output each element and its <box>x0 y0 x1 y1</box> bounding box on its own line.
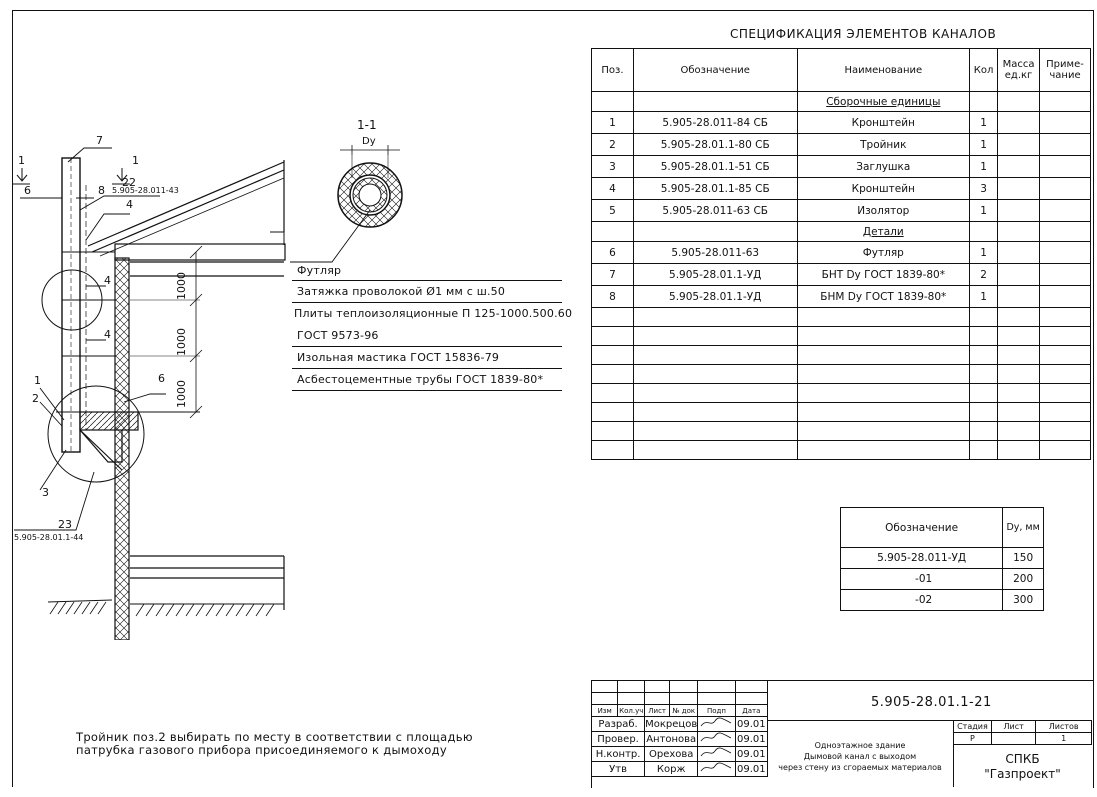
col-mass: Масса ед.кг <box>998 49 1040 92</box>
cell-name: Кронштейн <box>797 178 970 200</box>
org-name: СПКБ "Газпроект" <box>984 752 1061 781</box>
cell-name: БНТ Dу ГОСТ 1839-80* <box>797 264 970 286</box>
cell-pos: 1 <box>592 112 634 134</box>
cell-designation: 5.905-28.01.1-УД <box>633 264 797 286</box>
tb-date: 09.01 <box>737 718 766 730</box>
cut-label-right: 1 <box>132 154 139 167</box>
dim-1000-c: 1000 <box>175 380 188 408</box>
label-pos-4b: 4 <box>104 274 111 287</box>
tb-role: Утв <box>592 762 645 777</box>
cell-qty: 3 <box>970 178 998 200</box>
table-row <box>592 264 1091 286</box>
cell-pos: 4 <box>592 178 634 200</box>
dy-row-designation: -02 <box>841 590 1003 611</box>
cell-designation: 5.905-28.011-63 СБ <box>633 200 797 222</box>
cell-name: Заглушка <box>797 156 970 178</box>
tb-role: Разраб. <box>592 717 645 732</box>
label-pos-6b: 6 <box>158 372 165 385</box>
table-row <box>592 441 1091 460</box>
cell-designation: 5.905-28.01.1-51 СБ <box>633 156 797 178</box>
cell-pos: 6 <box>592 242 634 264</box>
dy-row-value: 150 <box>1003 548 1044 569</box>
dy-row-designation: 5.905-28.011-УД <box>841 548 1003 569</box>
tb-col-header: Кол.уч <box>619 706 644 715</box>
dy-col-dy: Dу, мм <box>1003 508 1044 548</box>
cell-qty: 1 <box>970 156 998 178</box>
tb-role-row <box>592 717 768 732</box>
cell-pos: 3 <box>592 156 634 178</box>
tb-col-header: № док <box>670 705 698 717</box>
table-row <box>592 327 1091 346</box>
legend-item-sleeve: Футляр <box>297 264 342 277</box>
spec-table <box>591 48 1091 460</box>
tb-signature <box>698 747 735 762</box>
cut-label-left: 1 <box>18 154 25 167</box>
cell-designation: 5.905-28.01.1-80 СБ <box>633 134 797 156</box>
dim-1000-a: 1000 <box>175 272 188 300</box>
drawing-note: Тройник поз.2 выбирать по месту в соответствии с площадью патрубка газового прибора присоединяемого к дымоходу <box>76 730 473 757</box>
cell-pos: 8 <box>592 286 634 308</box>
dy-label: Dу <box>362 136 376 147</box>
cell-qty: 1 <box>970 200 998 222</box>
cell-pos: 2 <box>592 134 634 156</box>
label-pos-2: 2 <box>32 392 39 405</box>
cell-name: БНМ Dу ГОСТ 1839-80* <box>797 286 970 308</box>
cell-name: Кронштейн <box>797 112 970 134</box>
group-details: Детали <box>797 222 970 242</box>
chimney-drawing <box>0 0 590 640</box>
title-block-grid <box>591 680 768 777</box>
ref-top: 5.905-28.011-43 <box>112 186 179 195</box>
tb-person: Антонова <box>646 733 697 745</box>
dim-1000-b: 1000 <box>175 328 188 356</box>
legend-item-gost: ГОСТ 9573-96 <box>297 329 379 342</box>
table-row <box>592 242 1091 264</box>
label-pos-22: 22 <box>122 176 136 189</box>
ref-bottom: 5.905-28.01.1-44 <box>14 533 84 542</box>
tb-person: Корж <box>645 762 698 777</box>
stage-value: Р <box>954 733 992 745</box>
table-row <box>592 92 1091 112</box>
tb-person: Орехова <box>645 747 698 762</box>
legend-item-plates: Плиты теплоизоляционные П 125-1000.500.60 <box>294 307 573 320</box>
dy-col-designation: Обозначение <box>841 508 1003 548</box>
col-designation: Обозначение <box>633 49 797 92</box>
group-assembly: Сборочные единицы <box>797 92 970 112</box>
stage-grid <box>953 720 1092 745</box>
sheets-value: 1 <box>1036 733 1092 745</box>
table-row <box>592 200 1091 222</box>
dy-row-value: 200 <box>1003 569 1044 590</box>
dy-table <box>840 507 1044 611</box>
cell-name: Футляр <box>797 242 970 264</box>
label-pos-7: 7 <box>96 134 103 147</box>
table-row <box>592 286 1091 308</box>
cell-designation: 5.905-28.011-84 СБ <box>633 112 797 134</box>
cell-name: Тройник <box>797 134 970 156</box>
title-description: Одноэтажное здание Дымовой канал с выходом через стену из сгораемых материалов <box>778 741 942 772</box>
label-pos-4a: 4 <box>126 198 133 211</box>
tb-col-header: Лист <box>645 705 670 717</box>
table-row <box>592 112 1091 134</box>
cell-qty: 1 <box>970 242 998 264</box>
spec-title: СПЕЦИФИКАЦИЯ ЭЛЕМЕНТОВ КАНАЛОВ <box>730 27 997 41</box>
tb-person: Мокрецов <box>645 718 698 730</box>
cell-designation: 5.905-28.01.1-УД <box>633 286 797 308</box>
label-pos-8: 8 <box>98 184 105 197</box>
doc-number: 5.905-28.01.1-21 <box>871 695 992 710</box>
legend-item-mastic: Изольная мастика ГОСТ 15836-79 <box>297 351 500 364</box>
table-row <box>592 384 1091 403</box>
tb-role-row <box>592 732 768 747</box>
label-pos-3: 3 <box>42 486 49 499</box>
label-pos-4c: 4 <box>104 328 111 341</box>
col-pos: Поз. <box>592 49 634 92</box>
cell-qty: 1 <box>970 134 998 156</box>
tb-signature <box>698 732 735 747</box>
cell-designation: 5.905-28.01.1-85 СБ <box>633 178 797 200</box>
label-pos-6: 6 <box>24 184 31 197</box>
tb-date: 09.01 <box>737 763 766 775</box>
tb-role-row <box>592 747 768 762</box>
tb-date: 09.01 <box>737 748 766 760</box>
table-row <box>592 346 1091 365</box>
table-row <box>592 134 1091 156</box>
table-row <box>592 422 1091 441</box>
label-pos-23: 23 <box>58 518 72 531</box>
cell-designation: 5.905-28.011-63 <box>633 242 797 264</box>
sheets-header: Листов <box>1036 721 1092 733</box>
tb-signature <box>698 717 735 732</box>
legend-item-pipes: Асбестоцементные трубы ГОСТ 1839-80* <box>297 373 544 386</box>
cell-pos: 7 <box>592 264 634 286</box>
tb-date: 09.01 <box>737 733 766 745</box>
cell-qty: 2 <box>970 264 998 286</box>
legend-item-wire: Затяжка проволокой Ø1 мм с ш.50 <box>297 285 506 298</box>
table-row <box>592 403 1091 422</box>
dy-row-value: 300 <box>1003 590 1044 611</box>
tb-col-header: Подп <box>698 705 735 717</box>
tb-role: Провер. <box>592 732 645 747</box>
cell-pos: 5 <box>592 200 634 222</box>
cell-qty: 1 <box>970 286 998 308</box>
table-row <box>592 365 1091 384</box>
col-note: Приме- чание <box>1040 49 1091 92</box>
tb-role: Н.контр. <box>592 747 645 762</box>
label-pos-1: 1 <box>34 374 41 387</box>
cell-qty: 1 <box>970 112 998 134</box>
cell-name: Изолятор <box>797 200 970 222</box>
col-qty: Кол <box>970 49 998 92</box>
tb-col-header: Изм <box>592 705 618 717</box>
tb-signature <box>698 762 735 777</box>
stage-header: Стадия <box>954 721 992 733</box>
table-row <box>592 156 1091 178</box>
table-row <box>592 308 1091 327</box>
dy-row-designation: -01 <box>841 569 1003 590</box>
sheet-header: Лист <box>991 721 1036 733</box>
tb-role-row <box>592 762 768 777</box>
col-name: Наименование <box>797 49 970 92</box>
table-row <box>592 222 1091 242</box>
tb-col-header: Дата <box>735 705 767 717</box>
table-row <box>592 178 1091 200</box>
section-label: 1-1 <box>357 118 377 132</box>
